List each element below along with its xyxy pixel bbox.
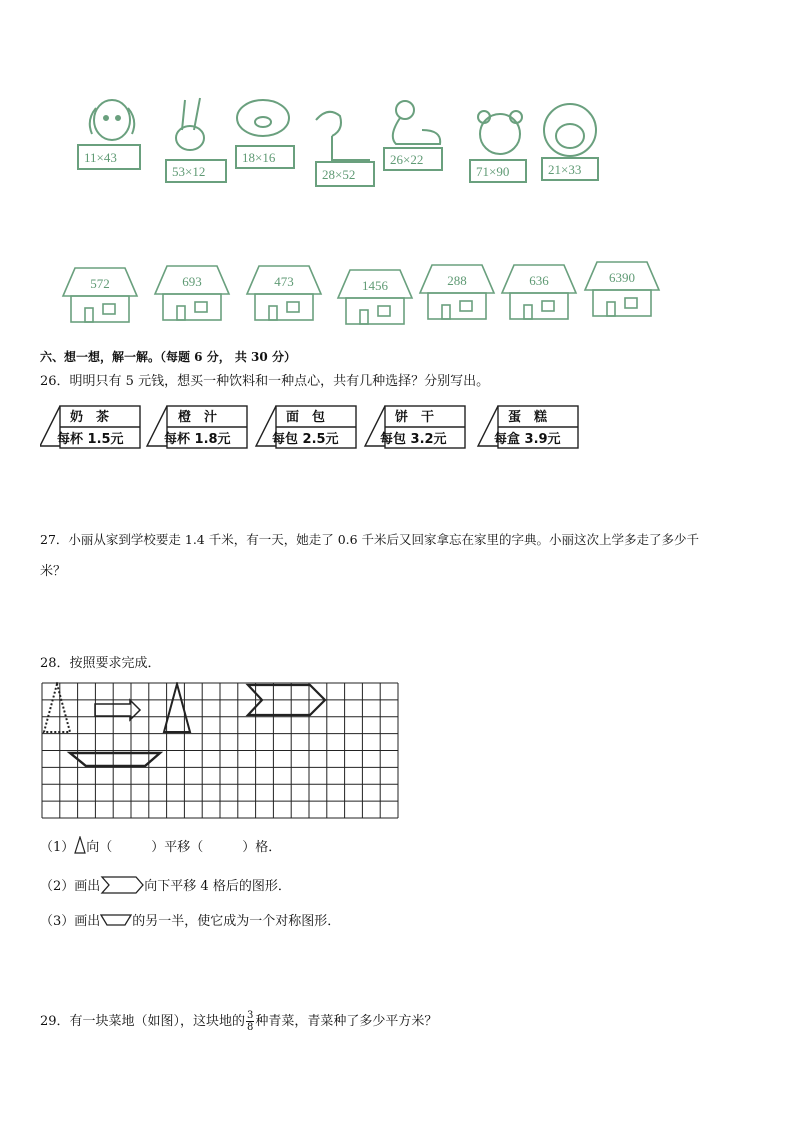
question-26: 26．明明只有 5 元钱，想买一种饮料和一种点心，共有几种选择？分别写出。 — [40, 374, 490, 389]
menu-item-price: 每盒 3.9元 — [494, 432, 561, 447]
question-28: 28．按照要求完成． — [40, 656, 161, 671]
house-door — [269, 306, 277, 320]
house-window — [625, 298, 637, 308]
house-number: 473 — [274, 274, 294, 289]
dashed-triangle — [44, 684, 70, 732]
small-trapezoid-icon — [100, 913, 132, 927]
house-number: 6390 — [609, 270, 635, 285]
small-triangle-icon — [74, 836, 86, 854]
solid-triangle — [164, 684, 190, 732]
house-window — [378, 306, 390, 316]
house-body — [346, 298, 404, 324]
section-six-title: 六、想一想，解一解。（每题 6 分， 共 30 分） — [40, 350, 296, 364]
house-door — [524, 305, 532, 319]
house-number: 693 — [182, 274, 202, 289]
menu-item-name: 蛋 糕 — [508, 410, 548, 425]
house-door — [442, 305, 450, 319]
house-number: 636 — [529, 273, 549, 288]
animal-expr: 71×90 — [476, 164, 510, 179]
menu-item-price: 每包 2.5元 — [272, 432, 339, 447]
menu-item-name: 面 包 — [286, 410, 326, 425]
menu-item-name: 奶 茶 — [70, 410, 110, 425]
q28-part1-prefix: （1） — [40, 840, 75, 855]
house-door — [607, 302, 615, 316]
house-body — [255, 294, 313, 320]
house-body — [71, 296, 129, 322]
question-27-line1: 27．小丽从家到学校要走 1.4 千米，有一天，她走了 0.6 千米后又回家拿忘在家里的字典。小丽这次上学多走了多少千 — [40, 532, 700, 547]
houses-row — [55, 258, 675, 330]
house-window — [460, 301, 472, 311]
house-body — [593, 290, 651, 316]
question-27-line2: 米？ — [40, 564, 67, 579]
fraction — [246, 1010, 254, 1033]
q29-text-a: 29．有一块菜地（如图），这块地的 — [40, 1014, 246, 1029]
house-number: 1456 — [362, 278, 388, 293]
house-window — [542, 301, 554, 311]
q29-text-b: 种青菜，青菜种了多少平方米？ — [255, 1014, 438, 1029]
animal-expr: 18×16 — [242, 150, 276, 165]
menu-item-name: 饼 干 — [395, 410, 435, 425]
menu-item-name: 橙 汁 — [178, 410, 218, 425]
house-door — [85, 308, 93, 322]
house-window — [195, 302, 207, 312]
house-window — [103, 304, 115, 314]
animal-expr: 11×43 — [84, 150, 117, 165]
house-number: 288 — [447, 273, 467, 288]
q28-part3-prefix: （3）画出 — [40, 914, 101, 929]
q28-part2-text: 向下平移 4 格后的图形． — [144, 879, 291, 894]
house-number: 572 — [90, 276, 110, 291]
fraction-denominator: 8 — [247, 1022, 254, 1033]
menu-item-price: 每包 3.2元 — [380, 432, 447, 447]
house-window — [287, 302, 299, 312]
animal-expr: 28×52 — [322, 167, 356, 182]
q28-part2 — [40, 876, 291, 897]
q28-part1-text: 向（ ）平移（ ）格． — [86, 840, 282, 855]
half-trapezoid — [70, 753, 160, 766]
house-body — [428, 293, 486, 319]
house-door — [360, 310, 368, 324]
menu-item-price: 每杯 1.5元 — [57, 432, 124, 447]
small-chevron-icon — [100, 876, 144, 894]
q28-part3 — [40, 912, 340, 932]
animal-cards — [70, 90, 630, 190]
house-door — [177, 306, 185, 320]
fraction-numerator: 3 — [247, 1010, 254, 1021]
grid-figure — [40, 682, 400, 822]
q28-part2-prefix: （2）画出 — [40, 879, 101, 894]
animal-expr: 26×22 — [390, 152, 424, 167]
q28-part3-text: 的另一半，使它成为一个对称图形． — [132, 914, 341, 929]
question-29 — [40, 1010, 437, 1033]
animal-expr: 21×33 — [548, 162, 582, 177]
house-body — [510, 293, 568, 319]
menu-item-price: 每杯 1.8元 — [164, 432, 231, 447]
animal-expr: 53×12 — [172, 164, 206, 179]
house-body — [163, 294, 221, 320]
q28-part1 — [40, 836, 281, 858]
